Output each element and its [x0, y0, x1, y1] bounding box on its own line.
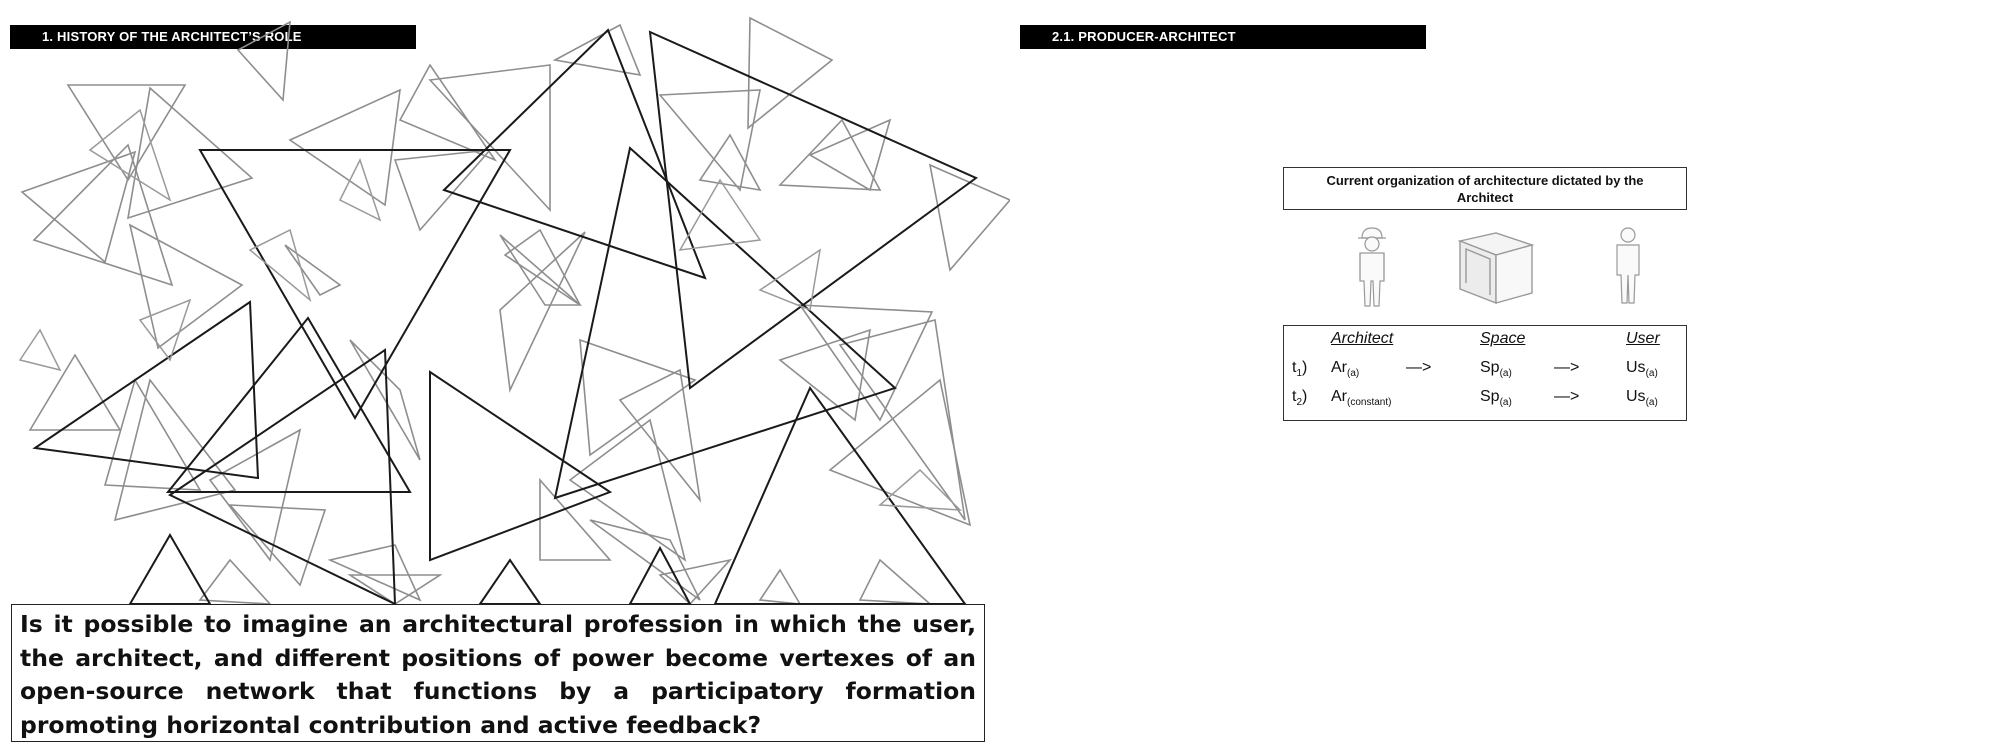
space-value: $Sp_{(a)}$ [1480, 359, 1512, 380]
user-value: $Us_{(a)}$ [1626, 388, 1658, 409]
arrow: —> [1554, 359, 1580, 376]
space-cube-icon [1460, 233, 1532, 303]
arrow: —> [1406, 359, 1432, 376]
column-header-user: User [1626, 330, 1660, 347]
space-value: $Sp_{(a)}$ [1480, 388, 1512, 409]
diagram-icons [1280, 223, 1690, 313]
diagram-title: Current organization of architecture dictated by the Architect [1283, 167, 1687, 210]
architect-value: $Ar_{(a)}$ [1331, 359, 1360, 380]
section-header-history: 1. HISTORY OF THE ARCHITECT’S ROLE [10, 25, 416, 49]
arrow: —> [1554, 388, 1580, 405]
user-value: $Us_{(a)}$ [1626, 359, 1658, 380]
organization-diagram [1280, 165, 1690, 425]
column-header-architect: Architect [1331, 330, 1394, 347]
column-header-space: Space [1480, 330, 1526, 347]
user-figure-icon [1617, 228, 1639, 303]
row-label: $t_1$) [1292, 359, 1308, 380]
row-label: $t_2$) [1292, 388, 1308, 409]
architect-value: $Ar_{(constant)}$ [1331, 388, 1392, 409]
section-header-producer-architect: 2.1. PRODUCER-ARCHITECT [1020, 25, 1426, 49]
question-text: Is it possible to imagine an architectural profession in which the user, the architect, and different positions of power become vertexes of an open-source network that functions by a participatory formation promoting horizontal contribution and active feedback? [11, 604, 985, 742]
architect-figure-icon [1358, 228, 1386, 306]
architecture-table [1283, 325, 1687, 421]
